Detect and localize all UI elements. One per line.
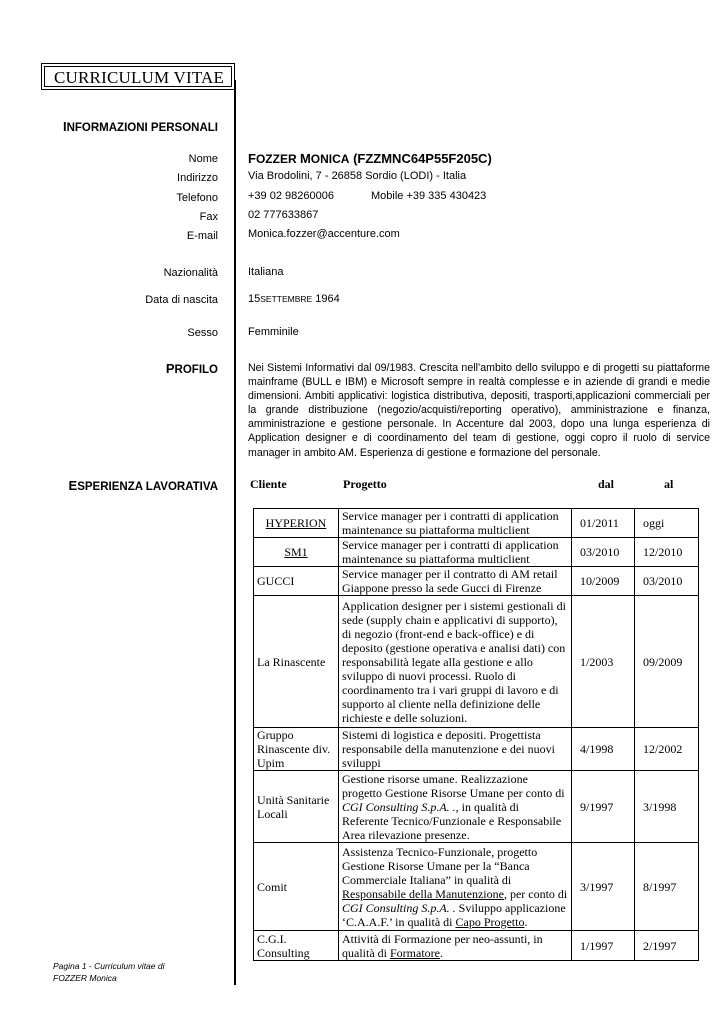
to-cell: 3/1998 bbox=[635, 771, 699, 843]
to-cell: 03/2010 bbox=[635, 567, 699, 596]
to-cell: 09/2009 bbox=[635, 596, 699, 728]
from-cell: 1/2003 bbox=[572, 596, 635, 728]
address-value: Via Brodolini, 7 - 26858 Sordio (LODI) - Italia bbox=[248, 170, 467, 182]
page-footer bbox=[53, 960, 165, 984]
from-cell: 9/1997 bbox=[572, 771, 635, 843]
fax-value: 02 777633867 bbox=[248, 209, 319, 221]
label-sex: Sesso bbox=[187, 327, 218, 339]
label-birth-date: Data di nascita bbox=[145, 294, 218, 306]
client-cell: GUCCI bbox=[254, 567, 339, 596]
to-cell: 12/2010 bbox=[635, 538, 699, 567]
document-title: CURRICULUM VITAE bbox=[44, 66, 232, 87]
from-cell: 1/1997 bbox=[572, 931, 635, 961]
project-cell: Service manager per i contratti di application maintenance su piattaforma multiclient bbox=[339, 538, 572, 567]
client-cell: La Rinascente bbox=[254, 596, 339, 728]
from-cell: 03/2010 bbox=[572, 538, 635, 567]
sex-value: Femminile bbox=[248, 326, 299, 338]
to-cell: oggi bbox=[635, 509, 699, 538]
label-fax: Fax bbox=[199, 211, 218, 223]
section-work-experience: ESPERIENZA LAVORATIVA bbox=[68, 478, 218, 493]
table-row bbox=[254, 567, 699, 596]
person-name: FOZZER MONICA (FZZMNC64P55F205C) bbox=[248, 151, 492, 166]
table-row bbox=[254, 843, 699, 931]
email-value: Monica.fozzer@accenture.com bbox=[248, 228, 400, 240]
label-nationality: Nazionalità bbox=[163, 267, 218, 279]
to-cell: 12/2002 bbox=[635, 728, 699, 771]
table-row bbox=[254, 728, 699, 771]
table-row bbox=[254, 931, 699, 961]
label-name: Nome bbox=[188, 153, 218, 165]
to-cell: 2/1997 bbox=[635, 931, 699, 961]
from-cell: 01/2011 bbox=[572, 509, 635, 538]
client-cell: C.G.I. Consulting bbox=[254, 931, 339, 961]
nationality-value: Italiana bbox=[248, 266, 284, 278]
client-cell: SM1 bbox=[254, 538, 339, 567]
section-personal-info: INFORMAZIONI PERSONALI bbox=[62, 119, 218, 134]
section-profile: PROFILO bbox=[165, 361, 218, 376]
to-cell: 8/1997 bbox=[635, 843, 699, 931]
project-cell: Assistenza Tecnico-Funzionale, progetto Gestione Risorse Umane per la “Banca Commerciale Italiana” in qualità di Responsabile della Manutenzione, per conto di CGI Consulting S.p.A. . Sviluppo applicazione ‘C.A.A.F.’ in qualità di Capo Progetto. bbox=[339, 843, 572, 931]
project-cell: Sistemi di logistica e depositi. Progettista responsabile della manutenzione e dei nuovi sviluppi bbox=[339, 728, 572, 771]
project-cell: Gestione risorse umane. Realizzazione progetto Gestione Risorse Umane per conto di CGI Consulting S.p.A. ., in qualità di Referente Tecnico/Funzionale e Responsabile Area rilevazione presenze. bbox=[339, 771, 572, 843]
mobile-value: Mobile +39 335 430423 bbox=[371, 190, 487, 202]
label-email: E-mail bbox=[186, 230, 218, 242]
project-cell: Attività di Formazione per neo-assunti, in qualità di Formatore. bbox=[339, 931, 572, 961]
from-cell: 3/1997 bbox=[572, 843, 635, 931]
label-phone: Telefono bbox=[176, 192, 218, 204]
client-cell: HYPERION bbox=[254, 509, 339, 538]
project-cell: Service manager per il contratto di AM retail Giappone presso la sede Gucci di Firenze bbox=[339, 567, 572, 596]
project-cell: Application designer per i sistemi gestionali di sede (supply chain e applicativi di supporto), di negozio (front-end e back-office) e di deposito (gestione operativa e analisi dati) con responsabilità legate alla gestione e allo sviluppo di nuovi processi. Ruolo di coordinamento tra i vari gruppi di lavoro e di supporto al cliente nella definizione delle richieste e delle soluzioni. bbox=[339, 596, 572, 728]
phone-value: +39 02 98260006 bbox=[248, 190, 334, 202]
table-row bbox=[254, 538, 699, 567]
project-cell: Service manager per i contratti di application maintenance su piattaforma multiclient bbox=[339, 509, 572, 538]
header-to: al bbox=[664, 477, 674, 491]
header-project: Progetto bbox=[343, 477, 387, 491]
profile-text: Nei Sistemi Informativi dal 09/1983. Crescita nell’ambito dello sviluppo e di progetti su piattaforme mainframe (BULL e IBM) e Microsoft sempre in realtà complesse e in aziende di grandi e medie dimensioni. Ambiti applicativi: logistica distributiva, depositi, trasporti,applicazioni commerciali per la grande distribuzione (negozio/acquisti/reporting operativo), amministrazione e finanza, amministrazione e gestione personale. In Accenture dal 2003, dopo una lunga esperienza di Application designer e di coordinamento del team di gestione, oggi copro il ruolo di service manager in ambito AM. Esperienza di gestione e formazione del personale. bbox=[248, 362, 710, 459]
label-address: Indirizzo bbox=[177, 172, 218, 184]
footer-line-2: FOZZER Monica bbox=[53, 973, 117, 983]
from-cell: 10/2009 bbox=[572, 567, 635, 596]
table-row bbox=[254, 509, 699, 538]
table-row bbox=[254, 771, 699, 843]
from-cell: 4/1998 bbox=[572, 728, 635, 771]
client-cell: Gruppo Rinascente div. Upim bbox=[254, 728, 339, 771]
client-cell: Comit bbox=[254, 843, 339, 931]
footer-line-1: Pagina 1 - Curriculum vitae di bbox=[53, 961, 165, 971]
experience-table bbox=[253, 508, 699, 961]
client-cell: Unità Sanitarie Locali bbox=[254, 771, 339, 843]
header-client: Cliente bbox=[250, 477, 287, 491]
vertical-divider bbox=[234, 80, 236, 985]
birth-date-value: 15SETTEMBRE 1964 bbox=[248, 293, 340, 305]
table-row bbox=[254, 596, 699, 728]
header-from: dal bbox=[598, 477, 615, 491]
